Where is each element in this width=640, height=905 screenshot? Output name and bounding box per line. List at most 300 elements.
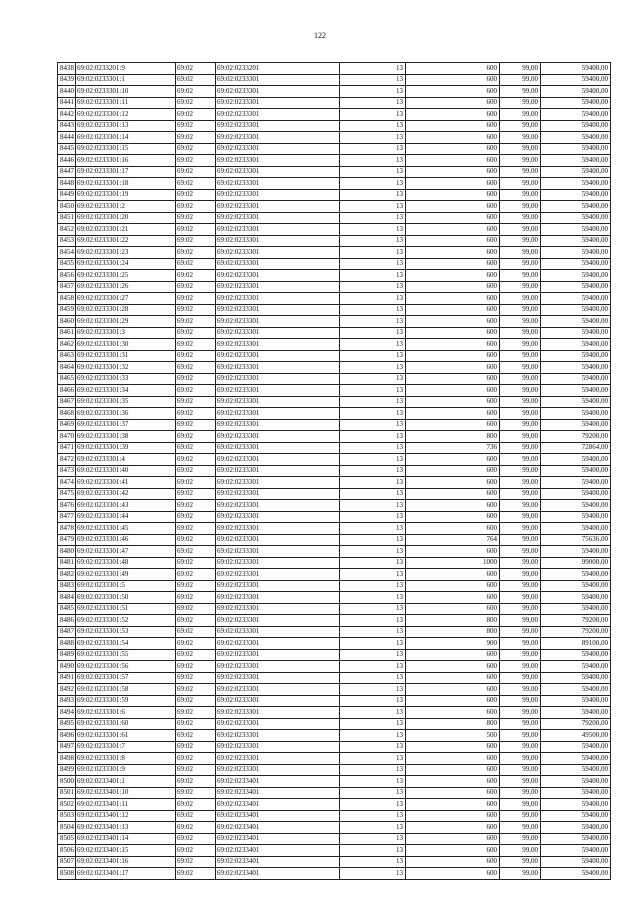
group-code-cell: 13 [340,603,406,615]
district-code-cell: 69:02 [176,442,216,454]
row-number-cell: 8505 [58,833,76,845]
row-number-cell: 8471 [58,442,76,454]
row-number-cell: 8506 [58,845,76,857]
cadastral-value-cell: 89100,00 [541,638,611,650]
district-code-cell: 69:02 [176,477,216,489]
district-code-cell: 69:02 [176,281,216,293]
cadastral-value-cell: 59400,00 [541,787,611,799]
cadastral-number-cell: 69:02:0233301:10 [76,86,176,98]
cadastral-quarter-cell: 69:02:0233301 [216,212,340,224]
cadastral-quarter-cell: 69:02:0233301 [216,695,340,707]
cadastral-value-cell: 59400,00 [541,212,611,224]
specific-value-cell: 99,00 [500,718,541,730]
group-code-cell: 13 [340,787,406,799]
cadastral-value-cell: 59400,00 [541,764,611,776]
table-row [58,316,611,328]
table-row [58,569,611,581]
table-row [58,97,611,109]
cadastral-quarter-cell: 69:02:0233301 [216,109,340,121]
cadastral-value-cell: 59400,00 [541,753,611,765]
cadastral-number-cell: 69:02:0233401:14 [76,833,176,845]
specific-value-cell: 99,00 [500,799,541,811]
specific-value-cell: 99,00 [500,431,541,443]
specific-value-cell: 99,00 [500,86,541,98]
area-cell: 600 [406,707,500,719]
area-cell: 600 [406,109,500,121]
row-number-cell: 8487 [58,626,76,638]
table-row [58,488,611,500]
row-number-cell: 8439 [58,74,76,86]
district-code-cell: 69:02 [176,373,216,385]
district-code-cell: 69:02 [176,511,216,523]
cadastral-quarter-cell: 69:02:0233301 [216,74,340,86]
cadastral-quarter-cell: 69:02:0233301 [216,753,340,765]
district-code-cell: 69:02 [176,845,216,857]
specific-value-cell: 99,00 [500,189,541,201]
district-code-cell: 69:02 [176,500,216,512]
group-code-cell: 13 [340,661,406,673]
district-code-cell: 69:02 [176,166,216,178]
district-code-cell: 69:02 [176,799,216,811]
district-code-cell: 69:02 [176,109,216,121]
area-cell: 600 [406,178,500,190]
area-cell: 600 [406,822,500,834]
group-code-cell: 13 [340,822,406,834]
cadastral-value-cell: 59400,00 [541,684,611,696]
cadastral-number-cell: 69:02:0233301:26 [76,281,176,293]
row-number-cell: 8467 [58,396,76,408]
cadastral-quarter-cell: 69:02:0233301 [216,419,340,431]
row-number-cell: 8460 [58,316,76,328]
area-cell: 800 [406,626,500,638]
specific-value-cell: 99,00 [500,120,541,132]
area-cell: 600 [406,569,500,581]
district-code-cell: 69:02 [176,97,216,109]
cadastral-quarter-cell: 69:02:0233301 [216,730,340,742]
area-cell: 600 [406,833,500,845]
specific-value-cell: 99,00 [500,557,541,569]
district-code-cell: 69:02 [176,258,216,270]
group-code-cell: 13 [340,109,406,121]
group-code-cell: 13 [340,63,406,75]
group-code-cell: 13 [340,833,406,845]
cadastral-quarter-cell: 69:02:0233301 [216,178,340,190]
area-cell: 600 [406,649,500,661]
table-row [58,845,611,857]
specific-value-cell: 99,00 [500,327,541,339]
cadastral-value-cell: 59400,00 [541,143,611,155]
cadastral-value-cell: 59400,00 [541,523,611,535]
cadastral-number-cell: 69:02:0233301:18 [76,178,176,190]
row-number-cell: 8503 [58,810,76,822]
group-code-cell: 13 [340,385,406,397]
cadastral-number-cell: 69:02:0233301:33 [76,373,176,385]
district-code-cell: 69:02 [176,212,216,224]
group-code-cell: 13 [340,454,406,466]
cadastral-value-cell: 59400,00 [541,707,611,719]
specific-value-cell: 99,00 [500,442,541,454]
row-number-cell: 8462 [58,339,76,351]
area-cell: 600 [406,523,500,535]
row-number-cell: 8502 [58,799,76,811]
row-number-cell: 8491 [58,672,76,684]
row-number-cell: 8454 [58,247,76,259]
table-row [58,500,611,512]
area-cell: 600 [406,856,500,868]
area-cell: 600 [406,362,500,374]
row-number-cell: 8438 [58,63,76,75]
group-code-cell: 13 [340,695,406,707]
table-row [58,741,611,753]
row-number-cell: 8499 [58,764,76,776]
group-code-cell: 13 [340,224,406,236]
cadastral-number-cell: 69:02:0233301:19 [76,189,176,201]
area-cell: 600 [406,764,500,776]
area-cell: 600 [406,672,500,684]
table-row [58,281,611,293]
cadastral-quarter-cell: 69:02:0233301 [216,281,340,293]
cadastral-quarter-cell: 69:02:0233301 [216,258,340,270]
table-row [58,373,611,385]
cadastral-value-cell: 59400,00 [541,97,611,109]
group-code-cell: 13 [340,718,406,730]
cadastral-number-cell: 69:02:0233301:21 [76,224,176,236]
group-code-cell: 13 [340,281,406,293]
area-cell: 600 [406,799,500,811]
row-number-cell: 8485 [58,603,76,615]
district-code-cell: 69:02 [176,339,216,351]
specific-value-cell: 99,00 [500,569,541,581]
district-code-cell: 69:02 [176,787,216,799]
group-code-cell: 13 [340,235,406,247]
cadastral-number-cell: 69:02:0233401:12 [76,810,176,822]
cadastral-number-cell: 69:02:0233301:16 [76,155,176,167]
row-number-cell: 8482 [58,569,76,581]
cadastral-quarter-cell: 69:02:0233401 [216,822,340,834]
cadastral-number-cell: 69:02:0233401:10 [76,787,176,799]
table-row [58,224,611,236]
cadastral-value-cell: 72864,00 [541,442,611,454]
table-row [58,132,611,144]
cadastral-number-cell: 69:02:0233301:9 [76,764,176,776]
area-cell: 600 [406,845,500,857]
cadastral-quarter-cell: 69:02:0233301 [216,718,340,730]
row-number-cell: 8488 [58,638,76,650]
specific-value-cell: 99,00 [500,707,541,719]
table-row [58,166,611,178]
cadastral-quarter-cell: 69:02:0233301 [216,465,340,477]
district-code-cell: 69:02 [176,316,216,328]
area-cell: 600 [406,350,500,362]
specific-value-cell: 99,00 [500,362,541,374]
table-row [58,431,611,443]
cadastral-quarter-cell: 69:02:0233301 [216,615,340,627]
cadastral-quarter-cell: 69:02:0233301 [216,396,340,408]
cadastral-number-cell: 69:02:0233301:20 [76,212,176,224]
district-code-cell: 69:02 [176,189,216,201]
area-cell: 600 [406,235,500,247]
district-code-cell: 69:02 [176,764,216,776]
district-code-cell: 69:02 [176,224,216,236]
cadastral-number-cell: 69:02:0233301:41 [76,477,176,489]
row-number-cell: 8500 [58,776,76,788]
area-cell: 600 [406,661,500,673]
table-row [58,362,611,374]
row-number-cell: 8440 [58,86,76,98]
cadastral-value-cell: 59400,00 [541,465,611,477]
district-code-cell: 69:02 [176,270,216,282]
cadastral-value-cell: 59400,00 [541,316,611,328]
district-code-cell: 69:02 [176,304,216,316]
row-number-cell: 8441 [58,97,76,109]
cadastral-number-cell: 69:02:0233301:50 [76,592,176,604]
table-row [58,718,611,730]
district-code-cell: 69:02 [176,580,216,592]
cadastral-value-cell: 59400,00 [541,741,611,753]
cadastral-quarter-cell: 69:02:0233301 [216,661,340,673]
cadastral-value-cell: 59400,00 [541,235,611,247]
cadastral-value-cell: 59400,00 [541,799,611,811]
group-code-cell: 13 [340,511,406,523]
table-row [58,787,611,799]
cadastral-number-cell: 69:02:0233301:8 [76,753,176,765]
area-cell: 600 [406,776,500,788]
specific-value-cell: 99,00 [500,500,541,512]
district-code-cell: 69:02 [176,707,216,719]
cadastral-value-cell: 75636,00 [541,534,611,546]
district-code-cell: 69:02 [176,408,216,420]
area-cell: 600 [406,592,500,604]
cadastral-number-cell: 69:02:0233301:59 [76,695,176,707]
cadastral-number-cell: 69:02:0233301:60 [76,718,176,730]
cadastral-quarter-cell: 69:02:0233301 [216,201,340,213]
table-row [58,753,611,765]
cadastral-value-cell: 59400,00 [541,868,611,880]
specific-value-cell: 99,00 [500,787,541,799]
area-cell: 600 [406,86,500,98]
cadastral-value-cell: 59400,00 [541,327,611,339]
cadastral-number-cell: 69:02:0233301:14 [76,132,176,144]
cadastral-value-cell: 59400,00 [541,511,611,523]
specific-value-cell: 99,00 [500,477,541,489]
row-number-cell: 8507 [58,856,76,868]
row-number-cell: 8498 [58,753,76,765]
group-code-cell: 13 [340,580,406,592]
row-number-cell: 8469 [58,419,76,431]
specific-value-cell: 99,00 [500,764,541,776]
cadastral-quarter-cell: 69:02:0233301 [216,488,340,500]
cadastral-quarter-cell: 69:02:0233301 [216,132,340,144]
district-code-cell: 69:02 [176,488,216,500]
table-row [58,546,611,558]
row-number-cell: 8480 [58,546,76,558]
area-cell: 600 [406,281,500,293]
cadastral-quarter-cell: 69:02:0233301 [216,546,340,558]
district-code-cell: 69:02 [176,143,216,155]
district-code-cell: 69:02 [176,868,216,880]
district-code-cell: 69:02 [176,293,216,305]
area-cell: 600 [406,212,500,224]
cadastral-number-cell: 69:02:0233301:24 [76,258,176,270]
cadastral-value-cell: 59400,00 [541,201,611,213]
table-row [58,304,611,316]
area-cell: 600 [406,155,500,167]
cadastral-number-cell: 69:02:0233301:6 [76,707,176,719]
district-code-cell: 69:02 [176,419,216,431]
cadastral-number-cell: 69:02:0233301:17 [76,166,176,178]
area-cell: 600 [406,511,500,523]
cadastral-quarter-cell: 69:02:0233401 [216,810,340,822]
group-code-cell: 13 [340,799,406,811]
cadastral-number-cell: 69:02:0233301:46 [76,534,176,546]
specific-value-cell: 99,00 [500,822,541,834]
cadastral-number-cell: 69:02:0233301:15 [76,143,176,155]
row-number-cell: 8479 [58,534,76,546]
cadastral-value-cell: 59400,00 [541,155,611,167]
cadastral-quarter-cell: 69:02:0233301 [216,235,340,247]
table-row [58,833,611,845]
cadastral-quarter-cell: 69:02:0233301 [216,270,340,282]
cadastral-quarter-cell: 69:02:0233301 [216,764,340,776]
group-code-cell: 13 [340,373,406,385]
row-number-cell: 8492 [58,684,76,696]
cadastral-quarter-cell: 69:02:0233401 [216,856,340,868]
cadastral-quarter-cell: 69:02:0233301 [216,247,340,259]
row-number-cell: 8455 [58,258,76,270]
area-cell: 600 [406,488,500,500]
table-row [58,868,611,880]
area-cell: 600 [406,143,500,155]
cadastral-value-cell: 79200,00 [541,718,611,730]
cadastral-number-cell: 69:02:0233301:13 [76,120,176,132]
area-cell: 600 [406,270,500,282]
area-cell: 600 [406,316,500,328]
table-row [58,672,611,684]
cadastral-value-cell: 59400,00 [541,304,611,316]
row-number-cell: 8457 [58,281,76,293]
table-row [58,350,611,362]
specific-value-cell: 99,00 [500,350,541,362]
table-row [58,534,611,546]
group-code-cell: 13 [340,810,406,822]
area-cell: 500 [406,730,500,742]
cadastral-number-cell: 69:02:0233301:22 [76,235,176,247]
area-cell: 900 [406,638,500,650]
cadastral-value-cell: 59400,00 [541,120,611,132]
group-code-cell: 13 [340,477,406,489]
cadastral-value-cell: 59400,00 [541,580,611,592]
district-code-cell: 69:02 [176,120,216,132]
row-number-cell: 8508 [58,868,76,880]
cadastral-number-cell: 69:02:0233301:61 [76,730,176,742]
district-code-cell: 69:02 [176,730,216,742]
area-cell: 600 [406,868,500,880]
specific-value-cell: 99,00 [500,74,541,86]
cadastral-quarter-cell: 69:02:0233301 [216,592,340,604]
district-code-cell: 69:02 [176,856,216,868]
group-code-cell: 13 [340,753,406,765]
cadastral-value-cell: 59400,00 [541,546,611,558]
cadastral-value-cell: 59400,00 [541,396,611,408]
cadastral-value-cell: 59400,00 [541,776,611,788]
area-cell: 600 [406,293,500,305]
cadastral-value-cell: 59400,00 [541,109,611,121]
cadastral-value-cell: 79200,00 [541,626,611,638]
group-code-cell: 13 [340,638,406,650]
cadastral-value-cell: 59400,00 [541,132,611,144]
specific-value-cell: 99,00 [500,488,541,500]
cadastral-number-cell: 69:02:0233301:3 [76,327,176,339]
group-code-cell: 13 [340,856,406,868]
group-code-cell: 13 [340,649,406,661]
cadastral-number-cell: 69:02:0233301:36 [76,408,176,420]
row-number-cell: 8456 [58,270,76,282]
district-code-cell: 69:02 [176,822,216,834]
cadastral-number-cell: 69:02:0233301:11 [76,97,176,109]
cadastral-value-cell: 59400,00 [541,695,611,707]
area-cell: 600 [406,408,500,420]
table-row [58,511,611,523]
row-number-cell: 8483 [58,580,76,592]
row-number-cell: 8466 [58,385,76,397]
area-cell: 600 [406,224,500,236]
cadastral-value-cell: 59400,00 [541,810,611,822]
group-code-cell: 13 [340,615,406,627]
row-number-cell: 8464 [58,362,76,374]
table-row [58,523,611,535]
row-number-cell: 8444 [58,132,76,144]
specific-value-cell: 99,00 [500,304,541,316]
group-code-cell: 13 [340,327,406,339]
row-number-cell: 8447 [58,166,76,178]
cadastral-number-cell: 69:02:0233401:16 [76,856,176,868]
cadastral-number-cell: 69:02:0233301:37 [76,419,176,431]
group-code-cell: 13 [340,270,406,282]
cadastral-quarter-cell: 69:02:0233301 [216,97,340,109]
table-row [58,615,611,627]
cadastral-number-cell: 69:02:0233401:1 [76,776,176,788]
specific-value-cell: 99,00 [500,224,541,236]
area-cell: 600 [406,580,500,592]
row-number-cell: 8443 [58,120,76,132]
specific-value-cell: 99,00 [500,132,541,144]
group-code-cell: 13 [340,316,406,328]
group-code-cell: 13 [340,189,406,201]
specific-value-cell: 99,00 [500,465,541,477]
table-row [58,109,611,121]
group-code-cell: 13 [340,523,406,535]
cadastral-value-cell: 59400,00 [541,270,611,282]
specific-value-cell: 99,00 [500,373,541,385]
specific-value-cell: 99,00 [500,511,541,523]
specific-value-cell: 99,00 [500,856,541,868]
area-cell: 600 [406,454,500,466]
area-cell: 764 [406,534,500,546]
table-row [58,258,611,270]
area-cell: 600 [406,304,500,316]
cadastral-number-cell: 69:02:0233301:48 [76,557,176,569]
table-row [58,327,611,339]
row-number-cell: 8465 [58,373,76,385]
area-cell: 600 [406,132,500,144]
table-row [58,143,611,155]
district-code-cell: 69:02 [176,465,216,477]
group-code-cell: 13 [340,672,406,684]
district-code-cell: 69:02 [176,235,216,247]
cadastral-number-cell: 69:02:0233301:47 [76,546,176,558]
cadastral-quarter-cell: 69:02:0233301 [216,534,340,546]
area-cell: 600 [406,684,500,696]
